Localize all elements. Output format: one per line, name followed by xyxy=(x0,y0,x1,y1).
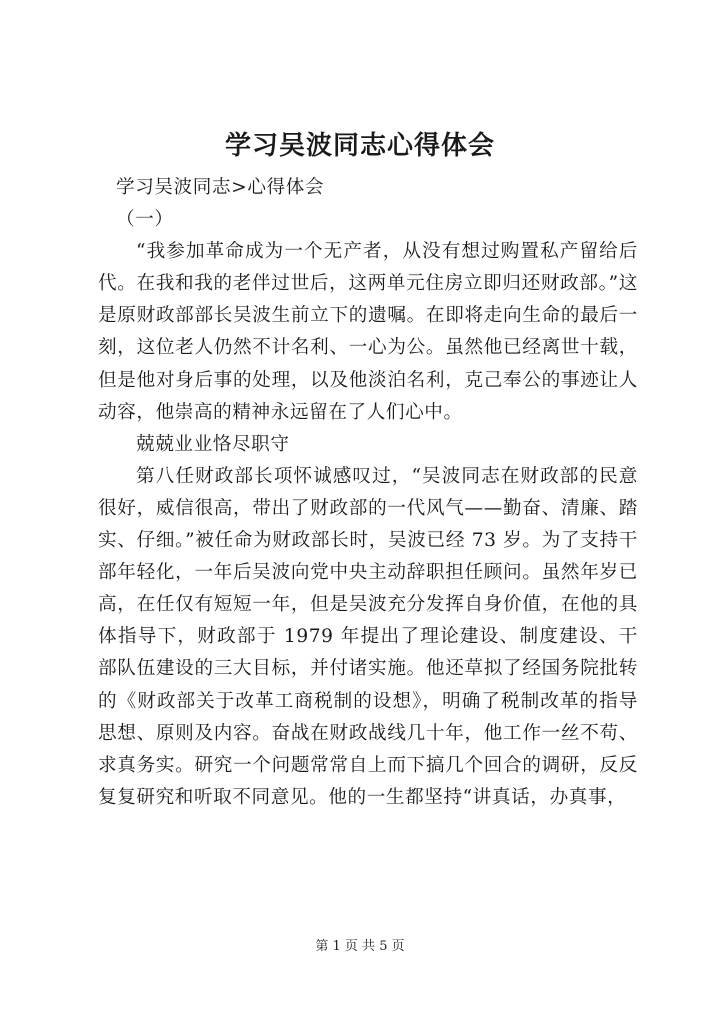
body-paragraph: “我参加革命成为一个无产者，从没有想过购置私产留给后代。在我和我的老伴过世后，这两单元住房立即归还财政部。”这是原财政部部长吴波生前立下的遗嘱。在即将走向生命的最后一刻，这位老人仍然不计名利、一心为公。虽然他已经离世十载，但是他对身后事的处理，以及他淡泊名利，克己奉公的事迹让人动容，他崇高的精神永远留在了人们心中。 xyxy=(98,241,638,423)
document-subtitle: 学习吴波同志>心得体会 xyxy=(116,177,325,198)
document-title: 学习吴波同志心得体会 xyxy=(224,131,495,161)
document-body xyxy=(98,172,638,814)
section-heading: 兢兢业业恪尽职守 xyxy=(136,433,290,455)
page-number: 第 1 页 共 5 页 xyxy=(315,939,405,954)
section-marker: （一） xyxy=(116,209,174,231)
body-paragraph: 第八任财政部长项怀诚感叹过，“吴波同志在财政部的民意很好，威信很高，带出了财政部的一代风气——勤奋、清廉、踏实、仔细。”被任命为财政部长时，吴波已经 73 岁。为了支持干部年轻化，一年后吴波向党中央主动辞职担任顾问。虽然年岁已高，在任仅有短短一年，但是吴波充分发挥自身价值，在他的具体指导下，财政部于 1979 年提出了理论建设、制度建设、干部队伍建设的三大目标，并付诸实施。他还草拟了经国务院批转的《财政部关于改革工商税制的设想》，明确了税制改革的指导思想、原则及内容。奋战在财政战线几十年，他工作一丝不苟、求真务实。研究一个问题常常自上而下搞几个回合的调研，反反复复研究和听取不同意见。他的一生都坚持“讲真话，办真事， xyxy=(98,465,638,808)
